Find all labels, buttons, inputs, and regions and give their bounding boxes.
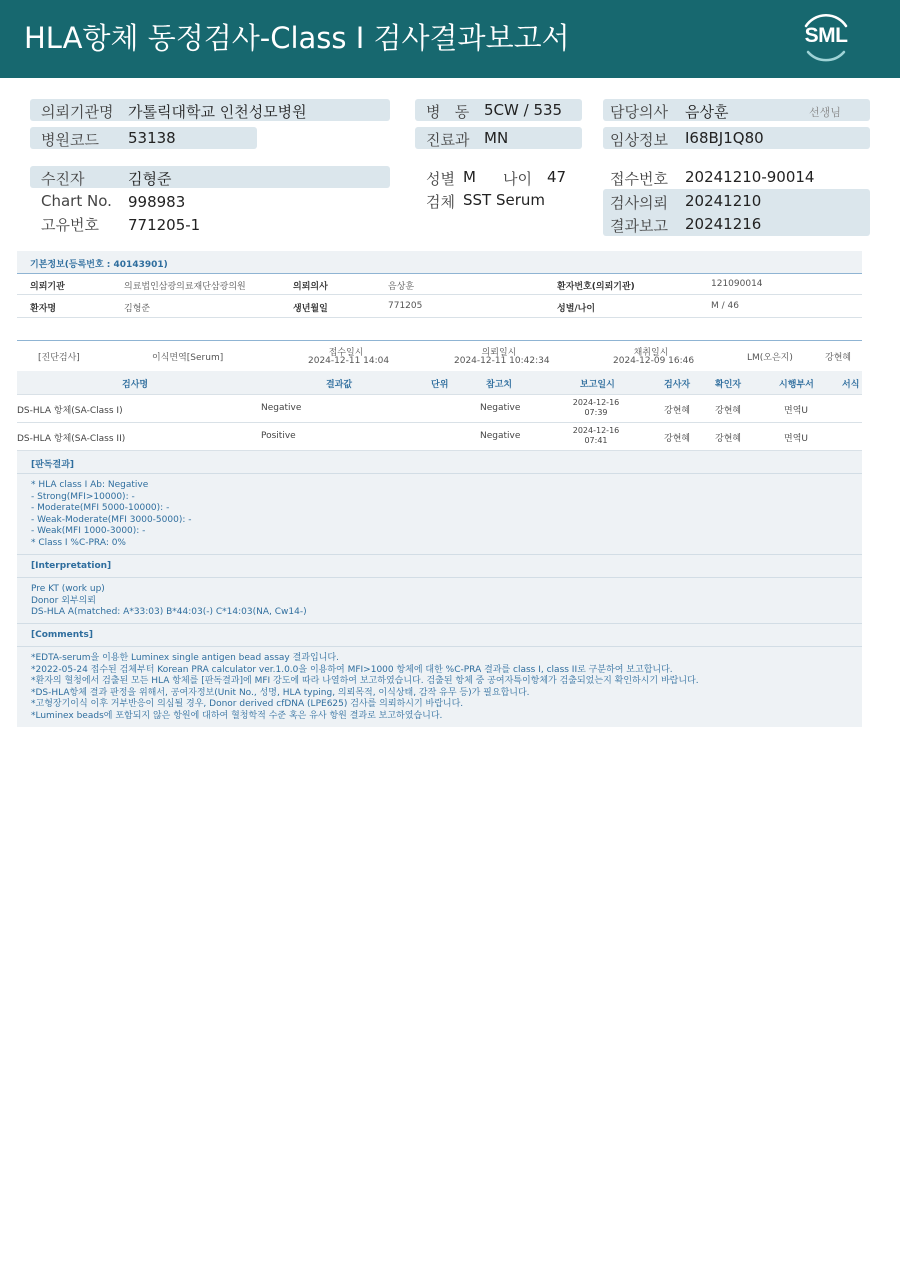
row2-tester: 강현혜 [664,434,691,444]
department-value: MN [484,129,509,147]
interpretation-title: [Interpretation] [31,561,112,571]
hospital-code-label: 병원코드 [41,131,99,149]
comment-line: *DS-HLA항체 결과 판정을 위해서, 공여자정보(Unit No., 성명, HLA typing, 의뢰목적, 이식상태, 감작 유무 등)가 필요합니다. [31,687,530,698]
row2-time: 07:41 [584,436,608,445]
row1-divider [17,422,862,423]
exam-requested-value: 2024-12-11 10:42:34 [454,356,550,366]
sex-value: M [463,168,476,186]
doctor-label: 담당의사 [610,103,668,121]
exam-top-divider [17,340,862,341]
clinical-info-label: 임상정보 [610,131,668,149]
age-value: 47 [547,168,567,186]
row2-confirmer: 강현혜 [715,434,742,444]
patient-label: 수진자 [41,170,85,188]
report-title: HLA항체 동정검사-Class I 검사결과보고서 [24,21,570,55]
hospital-code-value: 53138 [128,129,176,147]
bi-pid-value: 121090014 [711,279,763,289]
th-name: 검사명 [122,380,149,390]
th-tester: 검사자 [664,380,691,390]
receipt-no-label: 접수번호 [610,170,668,188]
th-unit: 단위 [431,380,449,390]
comment-line: *2022-05-24 접수된 검체부터 Korean PRA calculator ver.1.0.0을 이용하여 MFI>1000 항체에 대한 %C-PRA 결과를 class I, class II로 구분하여 보고합니다. [31,664,673,675]
bi-inst-value: 의료법인삼광의료재단삼광의원 [124,282,246,292]
bi-doctor-value: 음상훈 [388,282,415,292]
bi-inst-label: 의뢰기관 [30,282,65,292]
interp-result-bottom-divider [17,554,862,555]
interp-result-line: - Moderate(MFI 5000-10000): - [31,503,170,514]
bi-bottom-divider [17,317,862,318]
row2-ref: Negative [480,431,521,441]
sex-label: 성별 [426,170,455,188]
th-dept: 시행부서 [779,380,814,390]
report-date-label: 결과보고 [610,217,668,235]
exam-examiner: 강현혜 [825,353,852,363]
department-label: 진료과 [426,131,470,149]
doctor-value: 음상훈 [685,103,729,121]
patient-value: 김형준 [128,170,172,188]
exam-collected-value: 2024-12-09 16:46 [613,356,695,366]
row1-time: 07:39 [584,408,608,417]
report-header [0,0,900,78]
institution-label: 의뢰기관명 [41,103,114,121]
request-date-value: 20241210 [685,192,762,210]
interpretation-line: Donor 외부의뢰 [31,595,96,606]
interp-result-line: * Class I %C-PRA: 0% [31,537,126,548]
comments-title: [Comments] [31,630,93,640]
row2-dept: 면역U [784,434,808,444]
row1-confirmer: 강현혜 [715,406,742,416]
basic-info-divider [17,273,862,274]
ward-label: 병 동 [426,103,470,121]
receipt-no-value: 20241210-90014 [685,168,815,186]
comment-line: *EDTA-serum을 이용한 Luminex single antigen bead assay 결과입니다. [31,653,339,663]
age-label: 나이 [503,170,532,188]
interpretation-bottom-divider [17,623,862,624]
interpretation-line: Pre KT (work up) [31,584,105,594]
interp-result-line: * HLA class I Ab: Negative [31,480,149,490]
clinical-info-value: I68BJ1Q80 [685,129,764,147]
interp-result-divider [17,473,862,474]
th-form: 서식 [842,380,860,390]
exam-received-value: 2024-12-11 14:04 [308,356,390,366]
bi-sexage-label: 성별/나이 [557,304,596,314]
interp-result-line: - Weak(MFI 1000-3000): - [31,526,146,537]
exam-lm: LM(오은지) [747,353,793,363]
row1-name: DS-HLA 항체(SA-Class I) [17,406,123,416]
th-ref: 참고치 [486,380,513,390]
exam-type: 이식면역[Serum] [152,353,224,363]
specimen-value: SST Serum [463,191,546,209]
exam-collected-label: 채취일시 [633,348,669,358]
bi-sexage-value: M / 46 [711,301,739,311]
interp-result-title: [판독결과] [31,460,75,470]
interp-result-lines [31,480,191,550]
row2-result: Positive [261,431,296,441]
ward-value: 5CW / 535 [484,101,563,119]
report-date-value: 20241216 [685,215,762,233]
request-date-label: 검사의뢰 [610,194,668,212]
exam-category: [진단검사] [38,353,80,363]
row2-name: DS-HLA 항체(SA-Class II) [17,434,126,444]
row1-dept: 면역U [784,406,808,416]
interpretation-line: DS-HLA A(matched: A*33:03) B*44:03(-) C*14:03(NA, Cw14-) [31,607,307,618]
chart-no-value: 998983 [128,193,186,211]
bi-name-label: 환자명 [30,304,57,314]
comment-line: *환자의 혈청에서 검출된 모든 HLA 항체를 [판독결과]에 MFI 강도에 따라 나열하여 보고하였습니다. 검출된 항체 중 공여자특이항체가 검출되었는지 확인하시기 바랍니다. [31,676,699,687]
chart-no-label: Chart No. [41,192,112,210]
bi-name-value: 김형준 [124,304,151,314]
comment-line: *Luminex beads에 포함되지 않은 항원에 대하여 혈청학적 수준 혹은 유사 항원 결과로 보고하였습니다. [31,710,443,721]
row1-date: 2024-12-16 [572,398,620,407]
interpretation-lines [31,584,307,619]
interp-result-line: - Strong(MFI>10000): - [31,491,135,502]
bi-birth-label: 생년월일 [293,304,328,314]
interpretation-divider [17,577,862,578]
th-confirmer: 확인자 [715,380,742,390]
sml-logo-text: SML [804,24,848,47]
bi-row-divider [17,294,862,295]
results-header-divider [17,394,862,395]
comments-lines [31,653,699,723]
unique-no-value: 771205-1 [128,216,201,234]
institution-value: 가톨릭대학교 인천성모병원 [128,103,307,121]
bi-doctor-label: 의뢰의사 [293,282,328,292]
sml-logo [798,12,854,64]
exam-received-label: 접수일시 [328,348,364,358]
bi-birth-value: 771205 [388,301,423,311]
comments-divider [17,646,862,647]
row2-date: 2024-12-16 [572,426,620,435]
row1-result: Negative [261,403,302,413]
th-date: 보고일시 [580,380,615,390]
unique-no-label: 고유번호 [41,216,99,234]
specimen-label: 검체 [426,193,455,211]
row1-tester: 강현혜 [664,406,691,416]
basic-info-title: 기본정보(등록번호 : 40143901) [30,260,168,270]
bi-pid-label: 환자번호(의뢰기관) [557,282,635,292]
doctor-suffix: 선생님 [809,106,841,119]
th-result: 결과값 [326,380,353,390]
comment-line: *고형장기이식 이후 거부반응이 의심될 경우, Donor derived cfDNA (LPE625) 검사를 의뢰하시기 바랍니다. [31,699,464,710]
exam-requested-label: 의뢰일시 [481,348,517,358]
interp-result-line: - Weak-Moderate(MFI 3000-5000): - [31,514,192,525]
row1-ref: Negative [480,403,521,413]
